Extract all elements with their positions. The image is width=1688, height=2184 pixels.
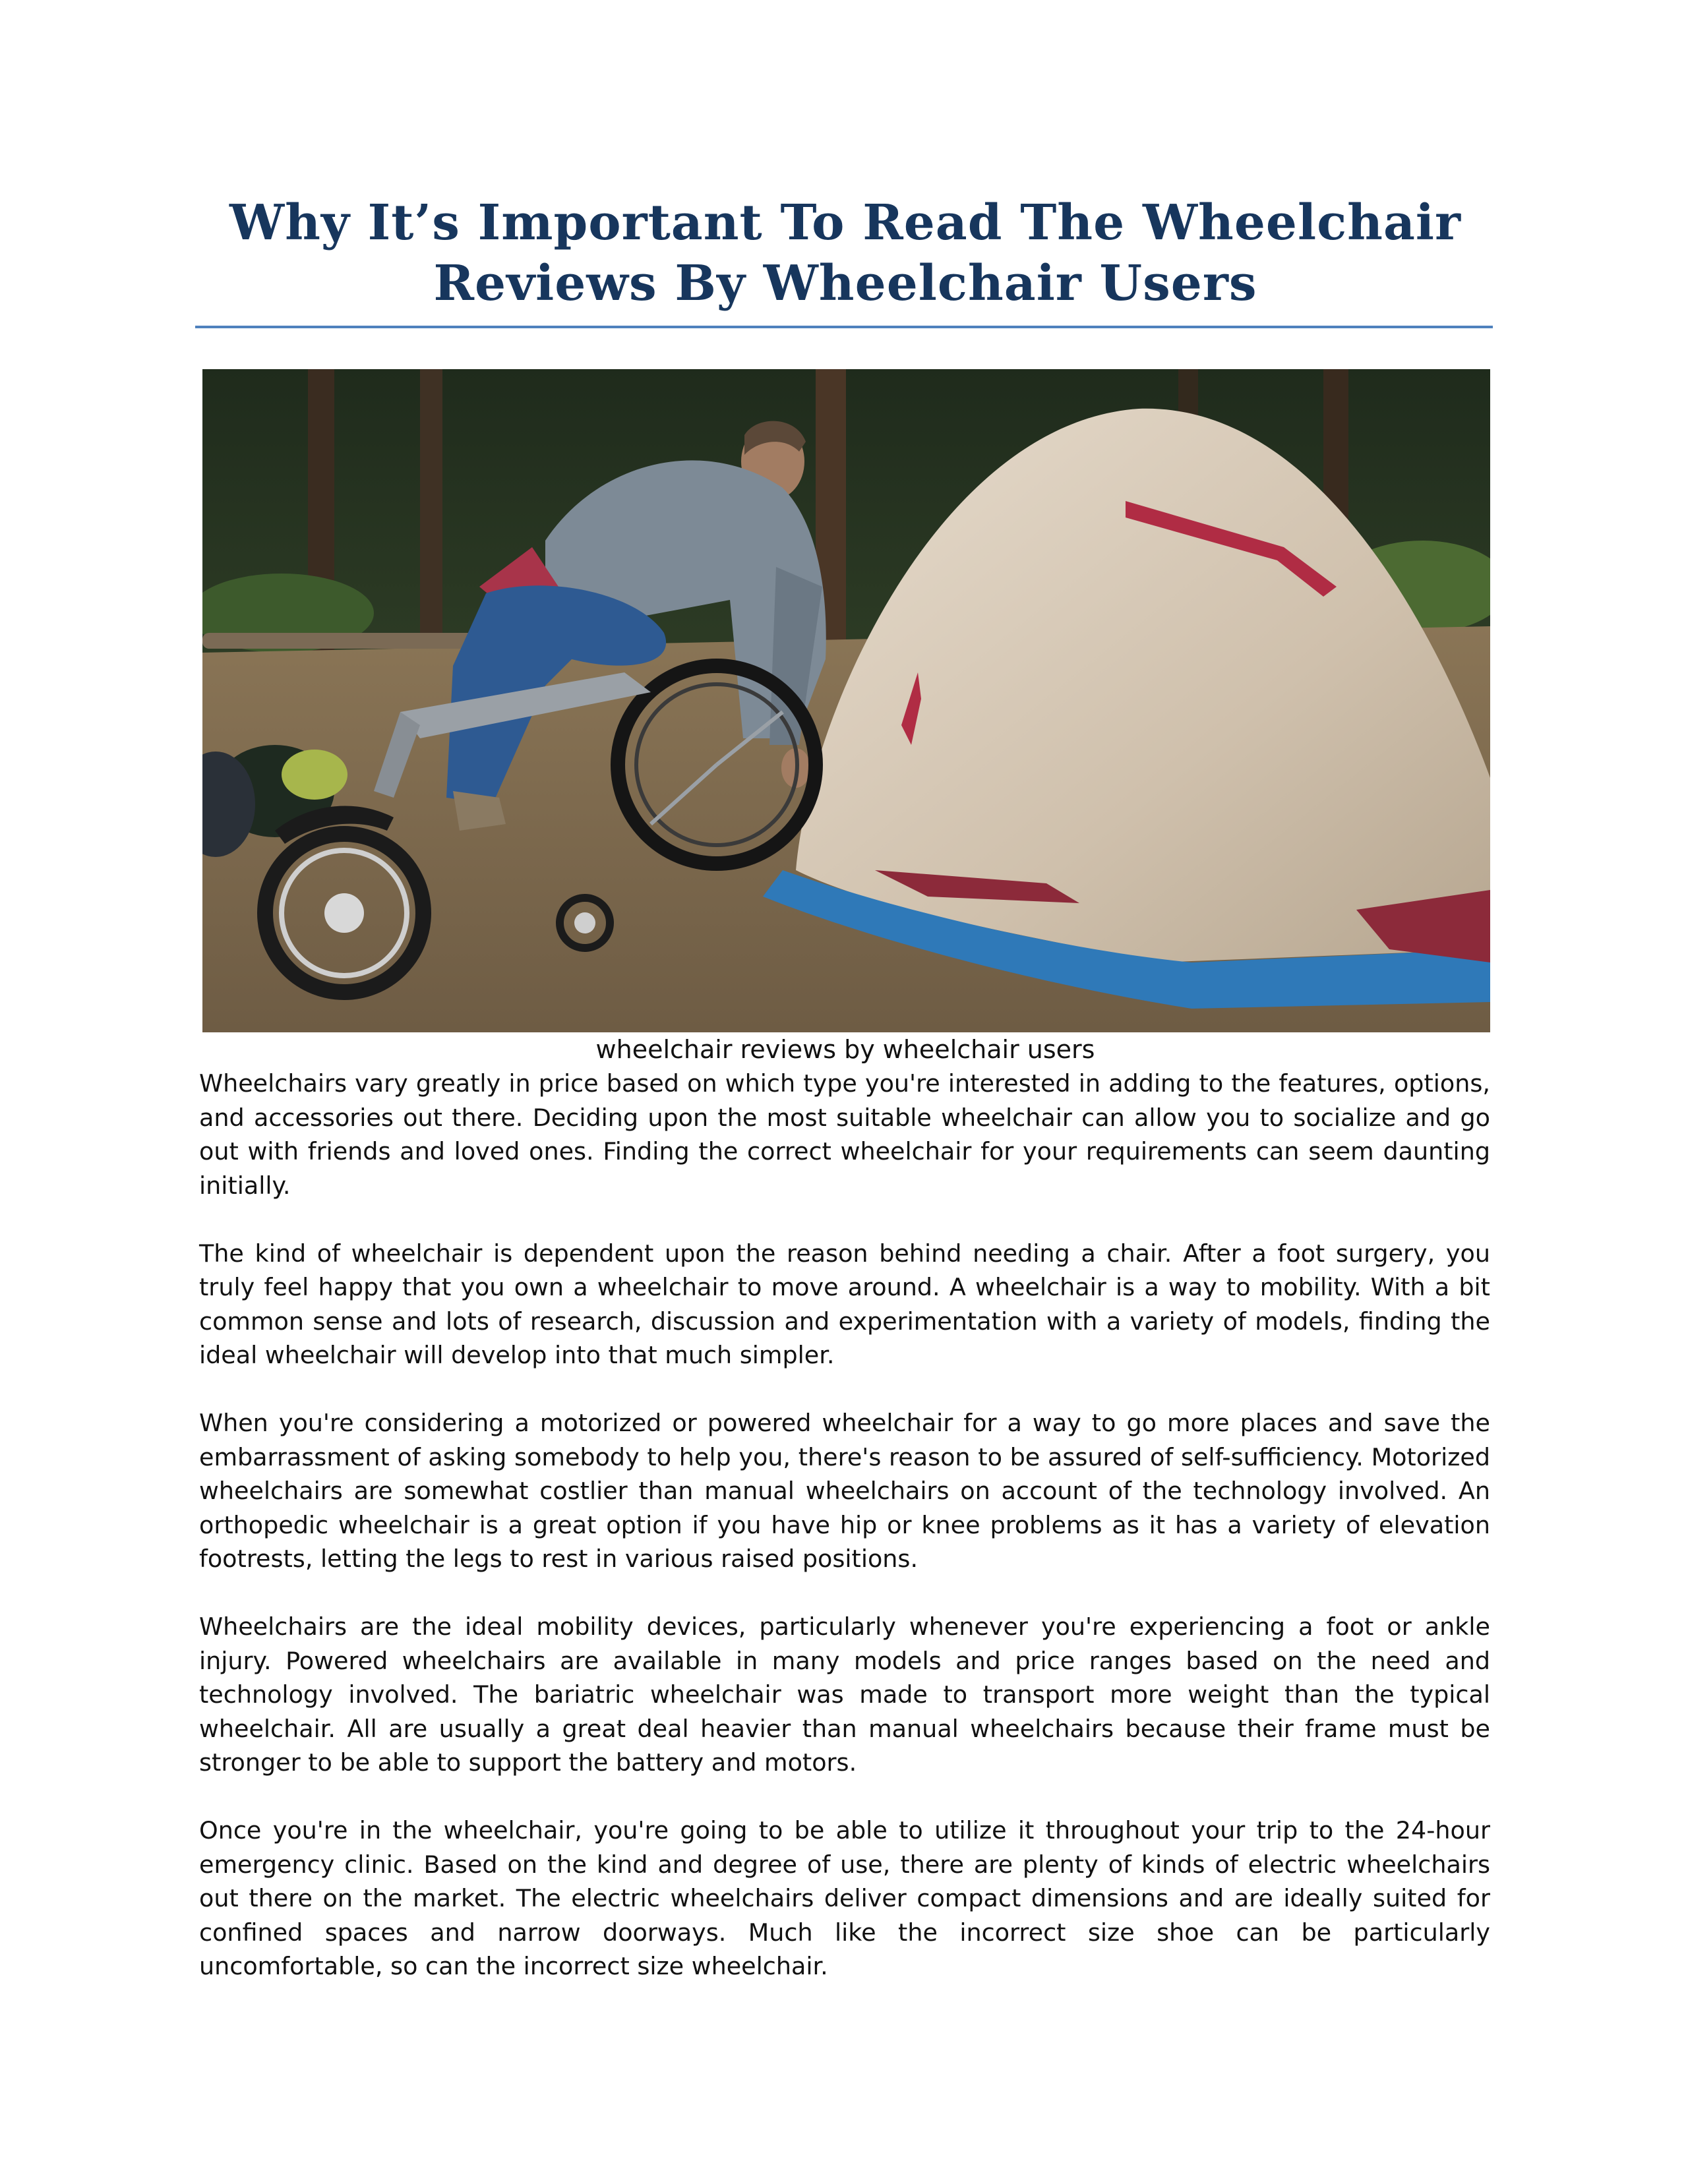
article-body — [199, 1067, 1490, 2017]
paragraph-5: Once you're in the wheelchair, you're going to be able to utilize it throughout your trip to the 24-hour emergency clinic. Based on the kind and degree of use, there are plenty of kinds of electric wheelchairs out there on the market. The electric wheelchairs deliver compact dimensions and are ideally suited for confined spaces and narrow doorways. Much like the incorrect size shoe can be particularly uncomfortable, so can the incorrect size wheelchair. — [199, 1816, 1490, 1980]
wheelchair-camping-photo — [202, 369, 1490, 1032]
paragraph-1: Wheelchairs vary greatly in price based on which type you're interested in adding to the features, options, and accessories out there. Deciding upon the most suitable wheelchair can allow you to socialize and go out with friends and loved ones. Finding the correct wheelchair for your requirements can seem daunting initially. — [199, 1069, 1490, 1200]
image-caption: wheelchair reviews by wheelchair users — [595, 1035, 1095, 1064]
paragraph-2: The kind of wheelchair is dependent upon the reason behind needing a chair. After a foot surgery, you truly feel happy that you own a wheelchair to move around. A wheelchair is a way to mobility. With a bit common sense and lots of research, discussion and experimentation with a variety of models, finding the ideal wheelchair will develop into that much simpler. — [199, 1239, 1490, 1369]
paragraph-3: When you're considering a motorized or powered wheelchair for a way to go more places and save the embarrassment of asking somebody to help you, there's reason to be assured of self-sufficiency. Motorized wheelchairs are somewhat costlier than manual wheelchairs on account of the technology involved. An orthopedic wheelchair is a great option if you have hip or knee problems as it has a variety of elevation footrests, letting the legs to rest in various raised positions. — [199, 1409, 1490, 1573]
title-underline-rule — [195, 326, 1493, 328]
document-title: Why It’s Important To Read The Wheelchair Reviews By Wheelchair Users — [229, 194, 1462, 312]
paragraph-4: Wheelchairs are the ideal mobility devices, particularly whenever you're experiencing a foot or ankle injury. Powered wheelchairs are available in many models and price ranges based on the need and technology involved. The bariatric wheelchair was made to transport more weight than the typical wheelchair. All are usually a great deal heavier than manual wheelchairs because their frame must be stronger to be able to support the battery and motors. — [199, 1612, 1490, 1777]
